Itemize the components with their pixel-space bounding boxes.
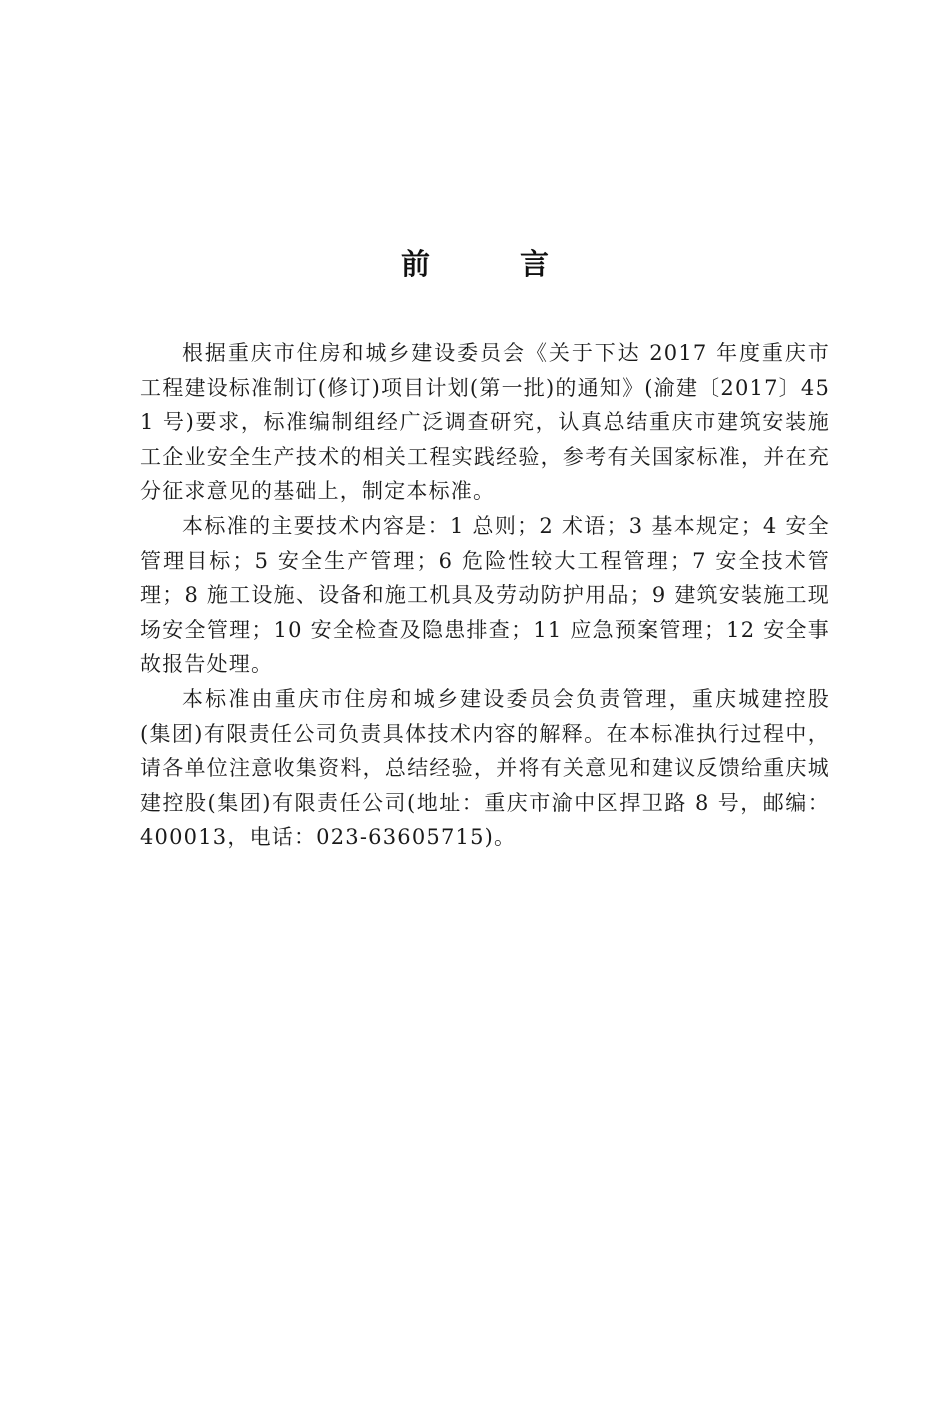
paragraph-basis: 根据重庆市住房和城乡建设委员会《关于下达 2017 年度重庆市工程建设标准制订(修订)项目计划(第一批)的通知》(渝建〔2017〕451 号)要求，标准编制组经广泛调查研究，认真总结重庆市建筑安装施工企业安全生产技术的相关工程实践经验，参考有关国家标准，并在充分征求意见的基础上，制定本标准。 (140, 341, 830, 504)
paragraph-management: 本标准由重庆市住房和城乡建设委员会负责管理，重庆城建控股(集团)有限责任公司负责具体技术内容的解释。在本标准执行过程中，请各单位注意收集资料，总结经验，并将有关意见和建议反馈给重庆城建控股(集团)有限责任公司(地址：重庆市渝中区捍卫路 8 号，邮编：400013，电话：023-63605715)。 (140, 686, 830, 850)
page-title: 前 言 (400, 247, 590, 281)
paragraph-contents: 本标准的主要技术内容是：1 总则；2 术语；3 基本规定；4 安全管理目标；5 安全生产管理；6 危险性较大工程管理；7 安全技术管理；8 施工设施、设备和施工机具及劳动防护用品；9 建筑安装施工现场安全管理；10 安全检查及隐患排查；11 应急预案管理；12 安全事故报告处理。 (140, 513, 830, 677)
preface-body (140, 336, 830, 855)
